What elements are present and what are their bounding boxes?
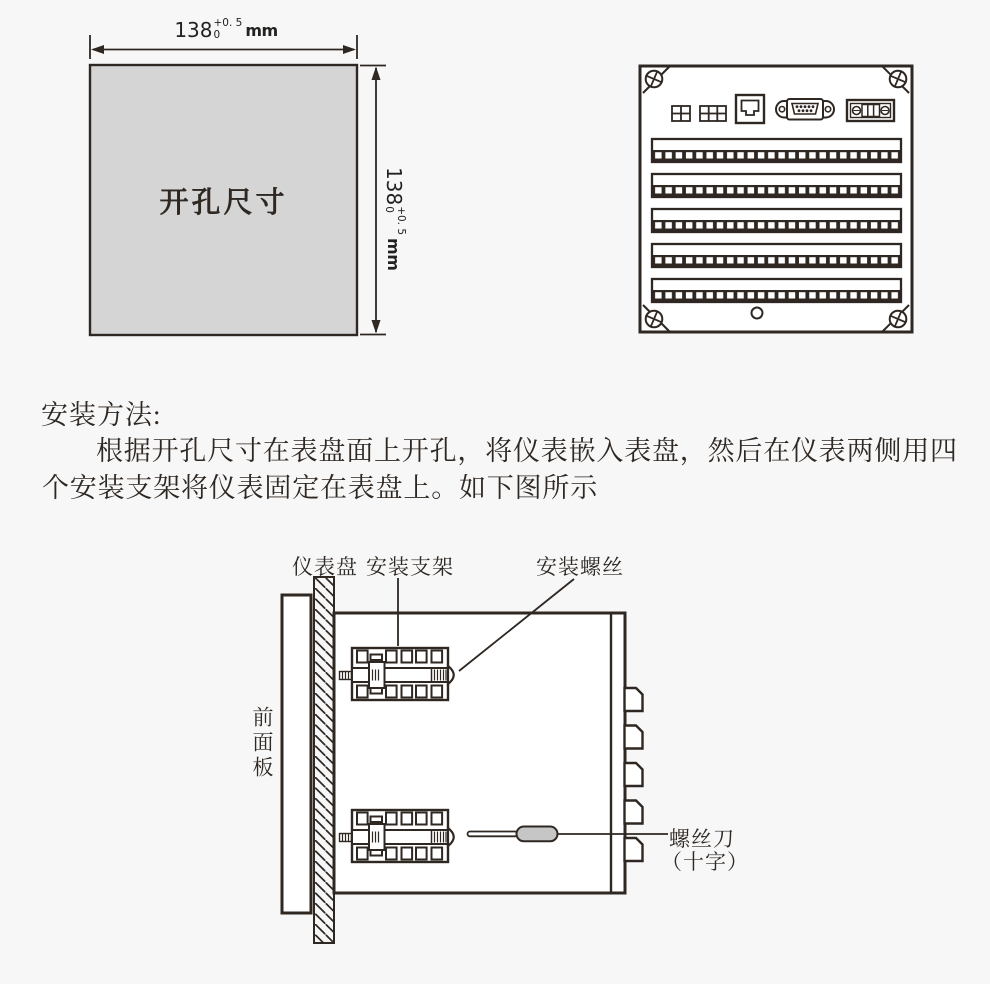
mounting-bracket-bottom [340,810,454,862]
height-dimension-text [382,167,407,271]
db9-serial-port-icon [776,99,834,120]
width-dimension-text [120,17,332,42]
install-method-heading: 安装方法: [41,400,162,430]
screwdriver-handle [517,827,558,842]
mounting-bracket-top [340,648,454,700]
height-dim-tol-plus: +0. 5 [395,206,407,236]
instructions-line-1: 根据开孔尺寸在表盘面上开孔，将仪表嵌入表盘，然后在仪表两侧用四 [96,436,958,466]
height-dim-tol-minus: 0 [383,206,396,213]
front-panel-label: 前面板 [250,706,274,781]
height-dim-value: 138 [382,167,406,206]
front-panel [282,595,311,913]
width-dim-value: 138 [174,18,213,42]
installation-diagram [282,577,668,943]
panel-wall [314,577,334,943]
rear-connector-bump [625,688,643,861]
screwdriver-type-label: （十字） [661,850,749,874]
screwdriver-shaft [468,832,518,837]
width-dim-unit: mm [245,21,278,40]
rear-panel-view [640,66,912,332]
instructions-line-2: 个安装支架将仪表固定在表盘上。如下图所示 [42,473,598,503]
screwdriver-label: 螺丝刀 [669,827,735,851]
width-dim-tol-minus: 0 [213,28,221,41]
screw-label: 安装螺丝 [536,555,624,579]
bracket-label: 安装支架 [366,555,454,579]
height-dim-unit: mm [384,238,403,271]
panel-label: 仪表盘 [292,555,358,579]
width-dim-tol-plus: +0. 5 [213,17,243,29]
cutout-size-label: 开孔尺寸 [159,186,288,219]
